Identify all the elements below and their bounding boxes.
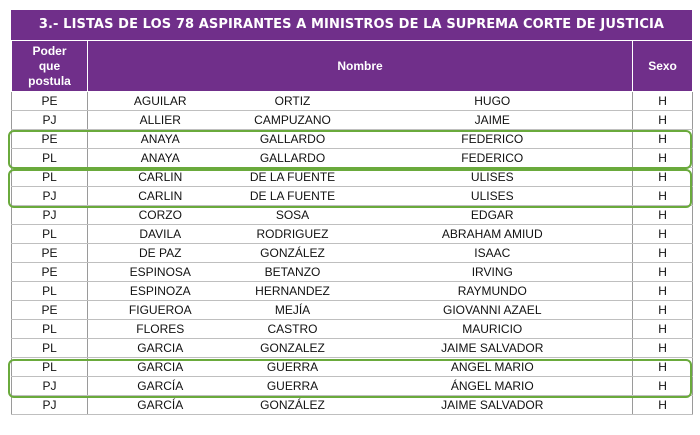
- table-row: [12, 377, 693, 396]
- table-row: [12, 244, 693, 263]
- nombre-cell: JAIME SALVADOR: [353, 339, 633, 358]
- apellido-materno-cell: MEJÍA: [233, 301, 353, 320]
- sexo-cell: H: [633, 377, 693, 396]
- apellido-paterno-cell: CARLIN: [88, 187, 233, 206]
- table-row: [12, 206, 693, 225]
- poder-cell: PE: [12, 92, 88, 111]
- apellido-paterno-cell: GARCIA: [88, 358, 233, 377]
- header-poder-line-2: que: [38, 58, 61, 73]
- poder-cell: PL: [12, 225, 88, 244]
- poder-cell: PJ: [12, 206, 88, 225]
- apellido-paterno-cell: GARCÍA: [88, 396, 233, 415]
- poder-cell: PE: [12, 263, 88, 282]
- table-row: [12, 263, 693, 282]
- poder-cell: PJ: [12, 111, 88, 130]
- nombre-cell: GIOVANNI AZAEL: [353, 301, 633, 320]
- candidates-document: [11, 10, 692, 415]
- poder-cell: PL: [12, 358, 88, 377]
- poder-cell: PL: [12, 168, 88, 187]
- sexo-cell: H: [633, 149, 693, 168]
- apellido-paterno-cell: CORZO: [88, 206, 233, 225]
- poder-cell: PL: [12, 149, 88, 168]
- table-row: [12, 225, 693, 244]
- page-title: 3.- LISTAS DE LOS 78 ASPIRANTES A MINISTROS DE LA SUPREMA CORTE DE JUSTICIA: [11, 10, 692, 40]
- apellido-paterno-cell: GARCIA: [88, 339, 233, 358]
- table-row: [12, 358, 693, 377]
- poder-cell: PL: [12, 282, 88, 301]
- apellido-paterno-cell: DE PAZ: [88, 244, 233, 263]
- poder-cell: PE: [12, 244, 88, 263]
- apellido-materno-cell: GUERRA: [233, 358, 353, 377]
- header-poder-line-3: postula: [28, 73, 71, 88]
- table-row: [12, 187, 693, 206]
- table-row: [12, 282, 693, 301]
- nombre-cell: ANGEL MARIO: [353, 358, 633, 377]
- sexo-cell: H: [633, 358, 693, 377]
- apellido-materno-cell: SOSA: [233, 206, 353, 225]
- apellido-paterno-cell: DAVILA: [88, 225, 233, 244]
- apellido-materno-cell: CAMPUZANO: [233, 111, 353, 130]
- table-row: [12, 111, 693, 130]
- sexo-cell: H: [633, 130, 693, 149]
- apellido-paterno-cell: ANAYA: [88, 130, 233, 149]
- apellido-materno-cell: CASTRO: [233, 320, 353, 339]
- poder-cell: PL: [12, 339, 88, 358]
- nombre-cell: HUGO: [353, 92, 633, 111]
- poder-cell: PJ: [12, 377, 88, 396]
- apellido-paterno-cell: CARLIN: [88, 168, 233, 187]
- apellido-paterno-cell: FIGUEROA: [88, 301, 233, 320]
- nombre-cell: RAYMUNDO: [353, 282, 633, 301]
- header-nombre: Nombre: [88, 41, 633, 92]
- header-poder-line-1: Poder: [32, 43, 67, 58]
- nombre-cell: ULISES: [353, 168, 633, 187]
- apellido-paterno-cell: AGUILAR: [88, 92, 233, 111]
- sexo-cell: H: [633, 168, 693, 187]
- sexo-cell: H: [633, 396, 693, 415]
- table-header-row: [12, 41, 693, 92]
- apellido-paterno-cell: ALLIER: [88, 111, 233, 130]
- apellido-paterno-cell: FLORES: [88, 320, 233, 339]
- apellido-materno-cell: DE LA FUENTE: [233, 187, 353, 206]
- nombre-cell: ÁNGEL MARIO: [353, 377, 633, 396]
- sexo-cell: H: [633, 92, 693, 111]
- apellido-materno-cell: GUERRA: [233, 377, 353, 396]
- sexo-cell: H: [633, 320, 693, 339]
- nombre-cell: IRVING: [353, 263, 633, 282]
- poder-cell: PL: [12, 320, 88, 339]
- sexo-cell: H: [633, 301, 693, 320]
- sexo-cell: H: [633, 282, 693, 301]
- sexo-cell: H: [633, 263, 693, 282]
- poder-cell: PE: [12, 130, 88, 149]
- table-row: [12, 396, 693, 415]
- table-row: [12, 92, 693, 111]
- table-row: [12, 301, 693, 320]
- header-sexo: Sexo: [633, 41, 693, 92]
- poder-cell: PJ: [12, 187, 88, 206]
- nombre-cell: JAIME SALVADOR: [353, 396, 633, 415]
- apellido-materno-cell: RODRIGUEZ: [233, 225, 353, 244]
- nombre-cell: ABRAHAM AMIUD: [353, 225, 633, 244]
- nombre-cell: JAIME: [353, 111, 633, 130]
- nombre-cell: MAURICIO: [353, 320, 633, 339]
- apellido-paterno-cell: ESPINOZA: [88, 282, 233, 301]
- apellido-materno-cell: GONZÁLEZ: [233, 244, 353, 263]
- sexo-cell: H: [633, 206, 693, 225]
- table-row: [12, 130, 693, 149]
- nombre-cell: ISAAC: [353, 244, 633, 263]
- apellido-materno-cell: GALLARDO: [233, 130, 353, 149]
- sexo-cell: H: [633, 111, 693, 130]
- apellido-materno-cell: ORTIZ: [233, 92, 353, 111]
- table-row: [12, 339, 693, 358]
- table-row: [12, 320, 693, 339]
- table-row: [12, 149, 693, 168]
- apellido-paterno-cell: GARCÍA: [88, 377, 233, 396]
- apellido-materno-cell: GONZALEZ: [233, 339, 353, 358]
- apellido-materno-cell: GONZÁLEZ: [233, 396, 353, 415]
- apellido-materno-cell: GALLARDO: [233, 149, 353, 168]
- nombre-cell: ULISES: [353, 187, 633, 206]
- sexo-cell: H: [633, 225, 693, 244]
- poder-cell: PE: [12, 301, 88, 320]
- poder-cell: PJ: [12, 396, 88, 415]
- sexo-cell: H: [633, 244, 693, 263]
- nombre-cell: FEDERICO: [353, 130, 633, 149]
- sexo-cell: H: [633, 339, 693, 358]
- nombre-cell: FEDERICO: [353, 149, 633, 168]
- table-body: [12, 92, 693, 415]
- nombre-cell: EDGAR: [353, 206, 633, 225]
- apellido-materno-cell: BETANZO: [233, 263, 353, 282]
- table-row: [12, 168, 693, 187]
- apellido-materno-cell: HERNANDEZ: [233, 282, 353, 301]
- sexo-cell: H: [633, 187, 693, 206]
- apellido-paterno-cell: ESPINOSA: [88, 263, 233, 282]
- apellido-paterno-cell: ANAYA: [88, 149, 233, 168]
- apellido-materno-cell: DE LA FUENTE: [233, 168, 353, 187]
- header-poder: [12, 41, 88, 92]
- candidates-table: [11, 40, 693, 415]
